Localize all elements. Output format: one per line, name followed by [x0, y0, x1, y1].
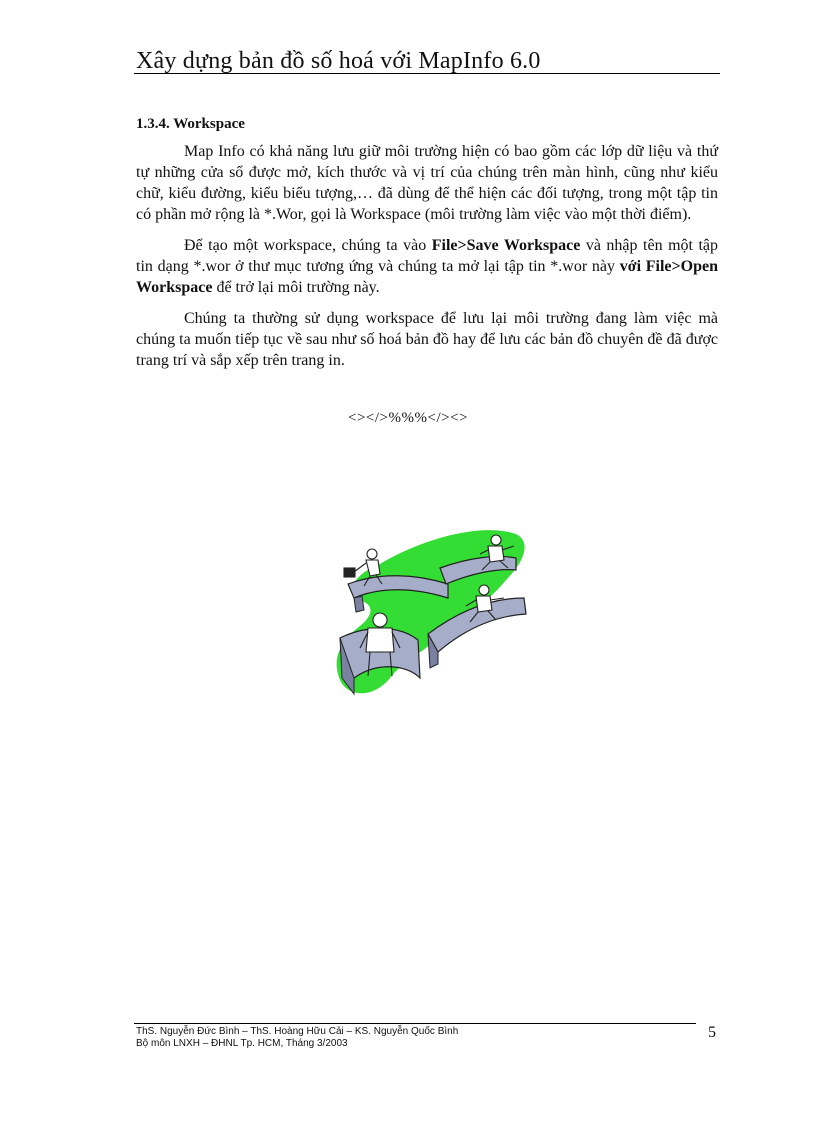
paragraph-3: Chúng ta thường sử dụng workspace để lưu lại môi trường đang làm việc mà chúng ta muốn tiếp tục về sau như số hoá bản đồ hay để lưu các bản đồ chuyên đề đã được trang trí và sắp xếp trên trang in.	[136, 310, 718, 369]
footer-department: Bộ môn LNXH – ĐHNL Tp. HCM, Tháng 3/2003	[136, 1038, 348, 1049]
running-header-title: Xây dựng bản đồ số hoá với MapInfo 6.0	[136, 48, 541, 74]
open-workspace-menu-ref: với File>Open Workspace	[136, 258, 718, 296]
save-workspace-menu-ref: File>Save Workspace	[431, 237, 581, 254]
paragraph-2	[136, 235, 718, 298]
header-rule	[134, 73, 720, 74]
people-walking-bridges-clipart	[320, 528, 530, 708]
bridge-top-left-side	[354, 596, 364, 612]
section-ornament: <></>%%%</><>	[348, 410, 468, 426]
paragraph-2-text-2: và nhập tên một tập tin dạng *.wor ở thư mục tương ứng và chúng ta mở lại tập tin *.wor này	[136, 237, 718, 275]
page-number: 5	[708, 1024, 716, 1041]
paragraph-2-text-3: để trở lại môi trường này.	[212, 279, 380, 296]
page-content	[136, 114, 718, 381]
footer-authors: ThS. Nguyễn Đức Bình – ThS. Hoàng Hữu Cải – KS. Nguyễn Quốc Bình	[136, 1026, 459, 1037]
paragraph-1: Map Info có khả năng lưu giữ môi trường hiện có bao gồm các lớp dữ liệu và thứ tự những cửa sổ được mở, kích thước và vị trí của chúng trên màn hình, cũng như kiểu chữ, kiểu đường, kiểu biểu tượng,… đã dùng để thể hiện các đối tượng, trong một tập tin có phần mở rộng là *.Wor, gọi là Workspace (môi trường làm việc vào một thời điểm).	[136, 143, 718, 223]
footer-rule	[134, 1023, 696, 1024]
paragraph-2-text-1: Để tạo một workspace, chúng ta vào	[184, 237, 432, 254]
section-heading: 1.3.4. Workspace	[136, 116, 245, 132]
